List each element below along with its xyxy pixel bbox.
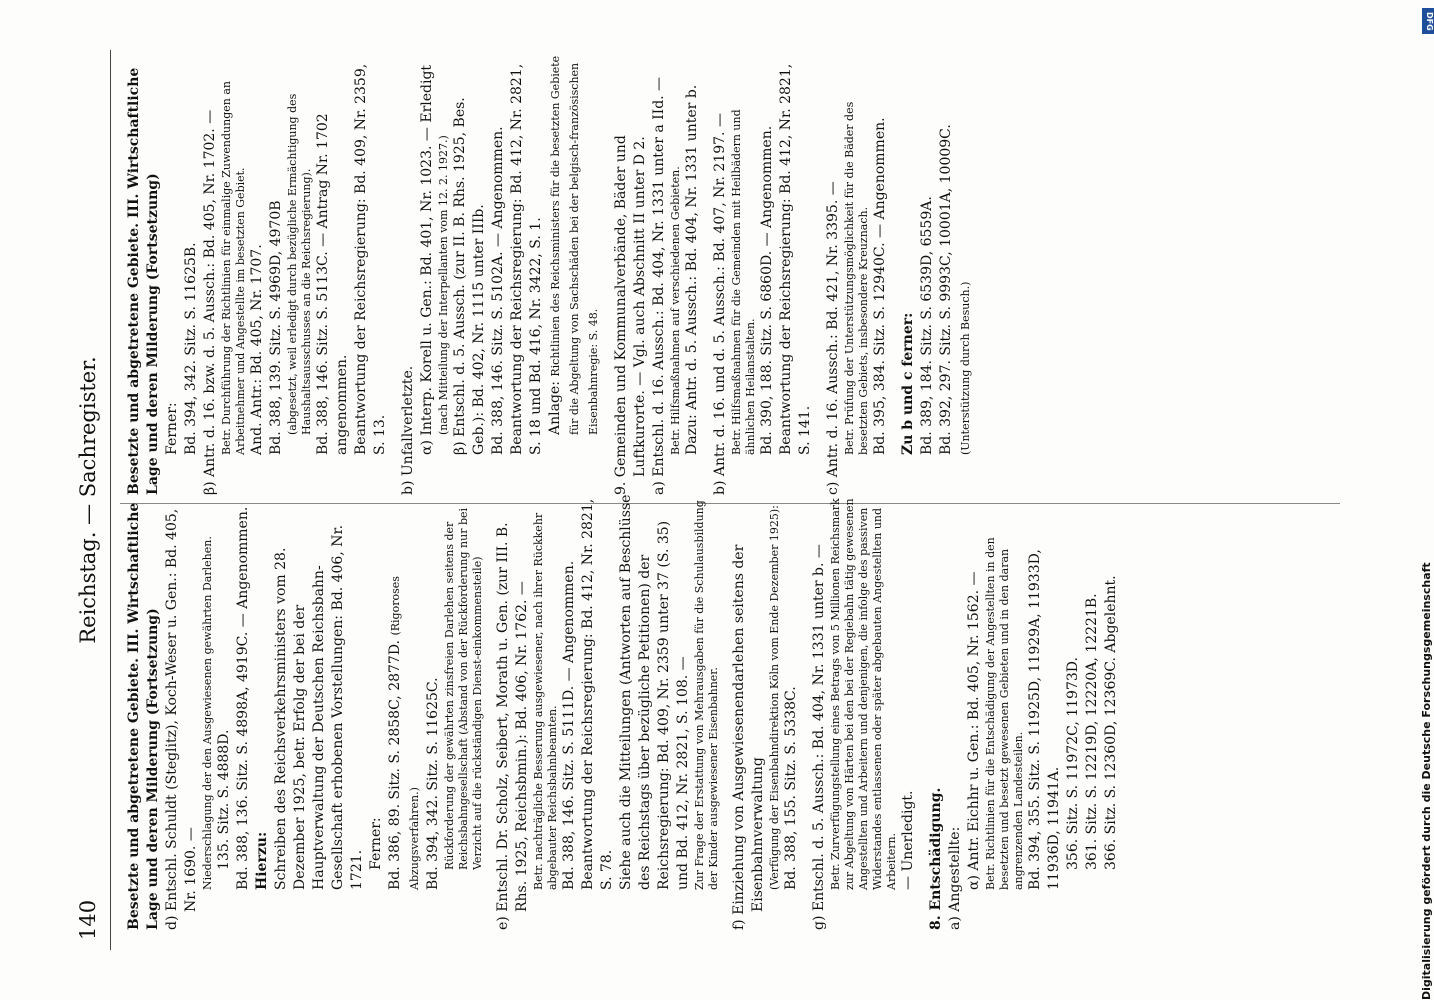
entry-e: e) Entschl. Dr. Scholz, Seibert, Morath u. Gen. (zur III. B. Rhs. 1925, Reichsbmin.): Bd. 406, Nr. 1762. — [495, 522, 530, 930]
section-9b: b) Antr. d. 16. und d. 5. Aussch.: Bd. 407, Nr. 2197. — [712, 113, 728, 495]
entry-b-beta: β) Entschl. d. 5. Aussch. (zur II. B. Rhs. 1925, Bes. Geb.): Bd. 402, Nr. 1115 unter IIIb. [452, 97, 487, 455]
header-rule [110, 50, 111, 950]
entry-b-beant: Beantwortung der Reichsregierung: Bd. 412, Nr. 2821, S. 18 und Bd. 416, Nr. 3422, S. 1. [509, 63, 544, 455]
entry-g: g) Entschl. d. 5. Aussch.: Bd. 404, Nr. 1331 unter b. — [811, 544, 827, 930]
entry-b-anlage: Anlage: Richtlinien des Reichsministers für die besetzten Gebiete für die Abgeltung von Sachschäden bei der belgisch-französischen Eisenbahnregie: S. 48. [547, 55, 600, 435]
section-8a-note: Betr. Richtlinien für die Entschädigung der Angestellten in den besetzten und besetzt gewesenen Gebieten und in den daran angrenzenden Landesteilen. [984, 537, 1025, 890]
entry-beta-ref-note: (abgesetzt, weil erledigt durch bezügliche Ermächtigung des Haushaltsausschusses an die Reichsregierung). [286, 93, 313, 435]
ferner-label: Ferner: [164, 402, 180, 455]
entry-b-beta-ref: Bd. 388, 146. Sitz. S. 5102A. — Angenommen. [490, 126, 506, 455]
entry-d-note: Niederschlagung der den Ausgewiesenen gewährten Darlehen. [201, 536, 214, 890]
section-9c-ref: Bd. 395, 384. Sitz. S. 12940C. — Angenommen. [872, 117, 888, 455]
entry-f-ref: Bd. 388, 155. Sitz. S. 5338C. [783, 686, 799, 890]
section-9: 9. Gemeinden und Kommunalverbände, Bäder und Luftkurorte. — Vgl. auch Abschnitt II unter D 2. [613, 135, 648, 495]
entry-beta-note: Betr. Durchführung der Richtlinien für einmalige Zuwendungen an Arbeitnehmer und Angestellte im besetzten Gebiet. [220, 81, 247, 455]
dfg-logo: DFG [1422, 8, 1434, 34]
section-8a: a) Angestellte: [947, 826, 963, 930]
entry-d-ref: 135. Sitz. S. 4888D. [216, 729, 232, 870]
digitization-sidebar [1418, 10, 1434, 1000]
section-9a-note: Betr. Hilfsmaßnahmen auf verschiedenen Gebieten. [669, 166, 682, 455]
ref-394: Bd. 394, 342. Sitz. S. 11625C. [425, 677, 441, 890]
section-8a-alpha: α) Antr. Eichhr u. Gen.: Bd. 405, Nr. 1562. — [966, 571, 982, 890]
entry-e-ref: Bd. 388, 146. Sitz. S. 5111D. — Angenommen. [561, 560, 577, 890]
section-8a-ref: 366. Sitz. S. 12360D, 12369C. Abgelehnt. [1103, 575, 1119, 870]
entry-beta-ref2: Bd. 388, 146. Sitz. S. 5113C. — Antrag Nr. 1702 angenommen. [315, 113, 350, 455]
running-title: Reichstag. — Sachregister. [76, 356, 100, 644]
left-column [125, 490, 1345, 930]
section-8a-ref: Bd. 394, 355. Sitz. S. 11925D, 11929A, 11933D, 11936D, 11941A. [1027, 549, 1062, 890]
entry-beta-and: And. Antr.: Bd. 405, Nr. 1707. [249, 244, 265, 455]
entry-e-siehe: Siehe auch die Mitteilungen (Antworten auf Beschlüsse des Reichstags über bezügliche Petitionen) der Reichsregierung: Bd. 409, Nr. 2359 unter 37 (S. 35) und Bd. 412, Nr. 2821, S. 108. — [618, 494, 691, 890]
rotated-register-page [70, 40, 1360, 960]
section-8a-ref: 356. Sitz. S. 11972C, 11973D. [1065, 657, 1081, 870]
section-9a: a) Entschl. d. 16. Aussch.: Bd. 404, Nr. 1331 unter a IId. — [651, 76, 667, 495]
section-9b-note: Betr. Hilfsmaßnahmen für die Gemeinden mit Heilbädern und ähnlichen Heilanstalten. [730, 109, 757, 455]
entry-g-end: — Unerledigt. [900, 790, 916, 890]
entry-beta: β) Antr. d. 16. bzw. d. 5. Aussch.: Bd. 405, Nr. 1702. — [202, 109, 218, 495]
entry-f-note: (Verfügung der Eisenbahndirektion Köln vom Ende Dezember 1925): [768, 505, 781, 890]
right-column [125, 55, 1345, 495]
entry-f: f) Einziehung von Ausgewiesenendarlehen seitens der Eisenbahnverwaltung [731, 544, 766, 930]
entry-e-beant: Beantwortung der Reichsregierung: Bd. 412, Nr. 2821, S. 78. [580, 498, 615, 890]
page-number: 140 [76, 899, 100, 940]
ref-394: Bd. 394, 342. Sitz. S. 11625B. [183, 242, 199, 455]
entry-b-alpha: α) Interp. Korell u. Gen.: Bd. 401, Nr. 1023. — Erledigt [419, 64, 435, 455]
section-heading: Besetzte und abgetretene Gebiete. III. Wirtschaftliche Lage und deren Milderung (Fortsetzung) [126, 502, 161, 930]
page-header [70, 40, 110, 960]
entry-e-siehe-note: Zur Frage der Erstattung von Mehrausgaben für die Schulausbildung der Kinder ausgewiesener Eisenbahner. [693, 500, 720, 890]
ferner-label: Ferner: [368, 817, 384, 870]
entry-g-note: Betr. Zurverfügungstellung eines Betrags von 5 Millionen Reichsmark zur Abgeltung von Härten bei den bei der Regiebahn tätig gewesenen Angestellten und Arbeitern und denjenigen, die infolge des passiven Widerstandes entlassenen oder später abgebauten Angestellten und Arbeitern. [829, 498, 898, 890]
entry-beta-ref: Bd. 388, 139. Sitz. S. 4969D, 4970B [268, 200, 284, 455]
section-9b-beant: Beantwortung der Reichsregierung: Bd. 412, Nr. 2821, S. 141. [778, 63, 813, 455]
section-8a-ref: 361. Sitz. S. 12219D, 12220A, 12221B. [1084, 593, 1100, 870]
section-9c: c) Antr. d. 16. Aussch.: Bd. 421, Nr. 3395. — [825, 181, 841, 495]
section-9a-dazu: Dazu: Antr. d. 5. Aussch.: Bd. 404, Nr. 1331 unter b. [684, 84, 700, 455]
entry-b: b) Unfallverletzte. [400, 365, 416, 495]
ref-394-note: Rückforderung der gewährten zinsfreien Darlehen seitens der Reichsbahngesellschaft (Abstand von der Rückforderung nur bei Verzicht auf die rückständigen Dienst-einkommensteile) [443, 507, 484, 870]
section-8: 8. Entschädigung. [928, 787, 944, 930]
entry-beta-beant: Beantwortung der Reichsregierung: Bd. 409, Nr. 2359, S. 13. [353, 63, 388, 455]
schreiben-entry: Schreiben des Reichsverkehrsministers vom 28. Dezember 1925, betr. Erfolg der bei der Hauptverwaltung der Deutschen Reichsbahn-Gesellschaft erhobenen Vorstellungen: Bd. 406, Nr. 1721. [273, 524, 365, 890]
section-9c-note: Betr. Prüfung der Unterstützungsmöglichkeit für die Bäder des besetzten Gebiets, insbesondere Kreuznach. [843, 101, 870, 455]
digitization-note: Digitalisierung gefördert durch die Deutsche Forschungsgemeinschaft [1420, 562, 1433, 1000]
section-9b-ref: Bd. 390, 188. Sitz. S. 6860D. — Angenommen. [759, 125, 775, 455]
zu-b-ref: Bd. 389, 184. Sitz. S. 6539D, 6559A. [919, 196, 935, 455]
entry-e-note: Betr. nachträgliche Besserung ausgewiesener, nach ihrer Rückkehr abgebauter Reichsbahnbeamten. [532, 512, 559, 890]
section-heading: Besetzte und abgetretene Gebiete. III. Wirtschaftliche Lage und deren Milderung (Fortsetzung) [126, 67, 161, 495]
entry-d: d) Entschl. Schuldt (Steglitz), Koch-Weser u. Gen.: Bd. 405, Nr. 1690. — [164, 508, 199, 930]
hierzu-label: Hierzu: [254, 831, 270, 890]
entry-d-ref: Bd. 388, 136. Sitz. S. 4898A, 4919C. — Angenommen. [235, 506, 251, 890]
zu-b-ref: Bd. 392, 297. Sitz. S. 9993C, 10001A, 10009C. (Unterstützung durch Besuch.) [938, 124, 972, 455]
zu-b-label: Zu b und c ferner: [900, 312, 916, 455]
entry-b-alpha-note: (nach Mitteilung der Interpellanten vom 12. 2. 1927.) [437, 135, 450, 435]
ref-386: Bd. 386, 89. Sitz. S. 2858C, 2877D. (Rigoroses Abzugsverfahren.) [387, 576, 421, 890]
